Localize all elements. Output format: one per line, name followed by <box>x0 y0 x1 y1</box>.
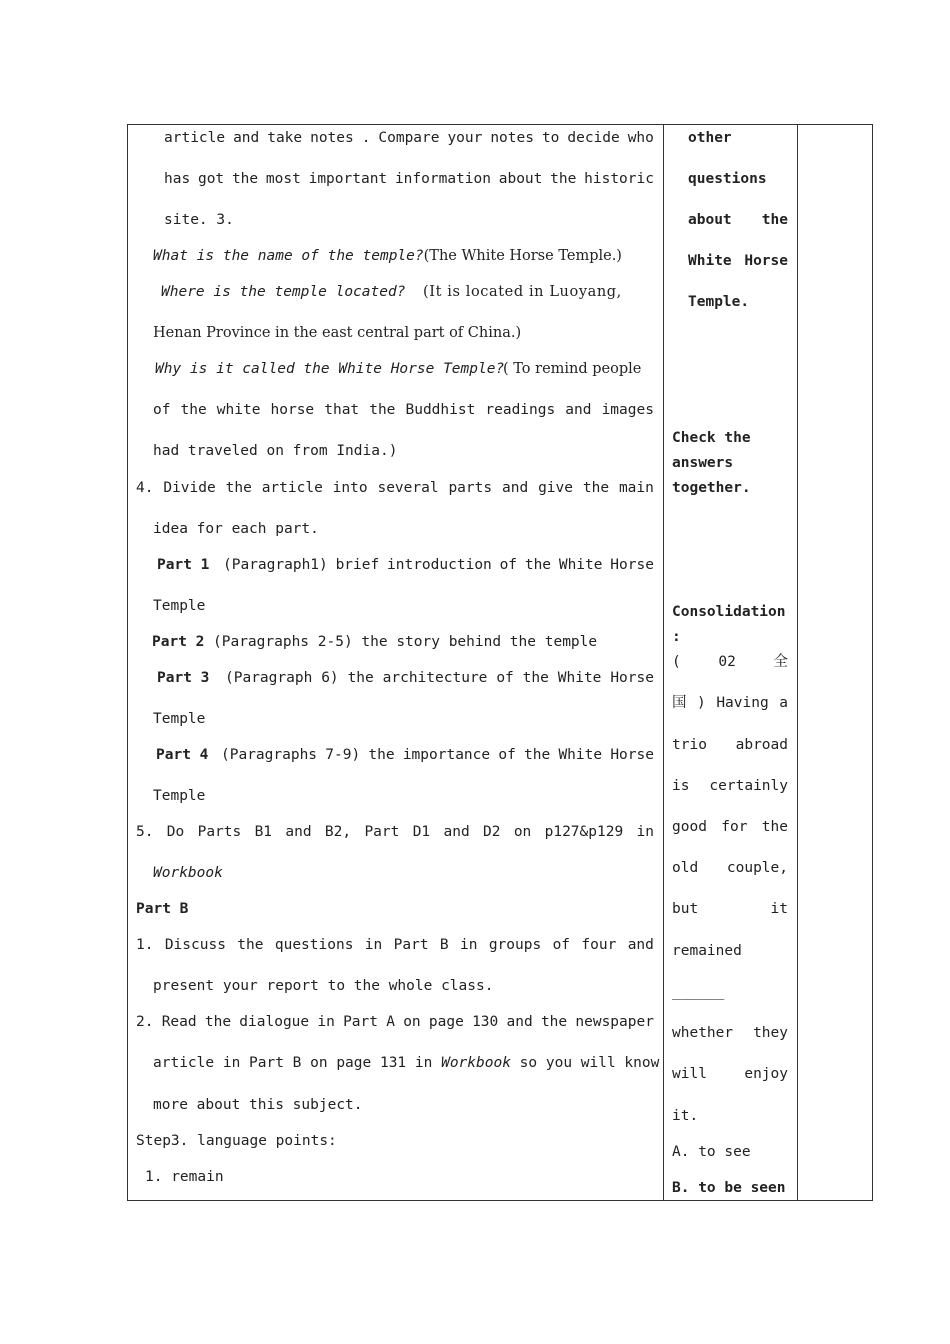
main-line: 1. remain <box>145 1169 224 1185</box>
side-line: White Horse <box>688 253 788 269</box>
part-heading: Part 3 <box>157 670 210 686</box>
main-line: of the white horse that the Buddhist readings and images <box>153 402 654 418</box>
main-line: ( To remind people <box>503 361 642 377</box>
part-heading: Part 4 <box>156 747 209 763</box>
side-line: is certainly <box>672 778 788 794</box>
side-line: whether they <box>672 1025 788 1041</box>
main-line: site. 3. <box>164 212 234 228</box>
main-line: article in Part B on page 131 in Workbook so you will know <box>153 1055 660 1071</box>
side-line: : <box>672 629 681 645</box>
side-line: 国 ) Having a <box>672 695 788 711</box>
main-line: Where is the temple located? <box>161 284 406 300</box>
main-line: idea for each part. <box>153 521 319 537</box>
side-line: questions <box>688 171 767 187</box>
main-line: more about this subject. <box>153 1097 363 1113</box>
main-line: Temple <box>153 598 206 614</box>
column-divider <box>663 125 664 1200</box>
side-line: ( 02 全 <box>672 654 788 670</box>
main-line: article and take notes . Compare your notes to decide who <box>164 130 654 146</box>
side-line: Consolidation <box>672 604 786 620</box>
side-line: trio abroad <box>672 737 788 753</box>
main-line: Why is it called the White Horse Temple? <box>155 361 505 377</box>
main-line: present your report to the whole class. <box>153 978 494 994</box>
main-line: (Paragraphs 7-9) the importance of the White Horse <box>221 747 654 763</box>
main-line: (It is located in Luoyang, <box>423 284 622 300</box>
main-line: Temple <box>153 788 206 804</box>
side-line: together. <box>672 480 751 496</box>
side-line: Check the <box>672 430 751 446</box>
blank-line: ______ <box>672 984 725 1000</box>
side-line: old couple, <box>672 860 788 876</box>
main-line: had traveled on from India.) <box>153 443 398 459</box>
part-heading: Part 1 <box>157 557 210 573</box>
main-line: (Paragraph1) brief introduction of the White Horse <box>223 557 654 573</box>
main-line: Temple <box>153 711 206 727</box>
option-b: B. to be seen <box>672 1180 786 1196</box>
main-line: (Paragraph 6) the architecture of the White Horse <box>225 670 654 686</box>
side-line: other <box>688 130 732 146</box>
main-line: What is the name of the temple?(The White Horse Temple.) <box>153 248 622 264</box>
side-line: answers <box>672 455 734 471</box>
main-line: Henan Province in the east central part of China.) <box>153 325 522 341</box>
side-line: remained <box>672 943 742 959</box>
main-line: 1. Discuss the questions in Part B in groups of four and <box>136 937 654 953</box>
step-heading: Step3. language points: <box>136 1133 337 1149</box>
main-line: (Paragraphs 2-5) the story behind the temple <box>213 634 598 650</box>
main-line: 4. Divide the article into several parts and give the main <box>136 480 654 496</box>
side-line: but it <box>672 901 788 917</box>
main-line: 2. Read the dialogue in Part A on page 130 and the newspaper <box>136 1014 654 1030</box>
side-line: it. <box>672 1108 699 1124</box>
main-line: Workbook <box>153 865 223 881</box>
part-heading: Part 2 <box>152 634 205 650</box>
column-divider <box>797 125 798 1200</box>
main-line: has got the most important information about the historic <box>164 171 654 187</box>
side-line: about the <box>688 212 788 228</box>
option-a: A. to see <box>672 1144 751 1160</box>
side-line: Temple. <box>688 294 750 310</box>
main-line: 5. Do Parts B1 and B2, Part D1 and D2 on p127&p129 in <box>136 824 654 840</box>
side-line: will enjoy <box>672 1066 788 1082</box>
section-heading: Part B <box>136 901 189 917</box>
side-line: good for the <box>672 819 788 835</box>
